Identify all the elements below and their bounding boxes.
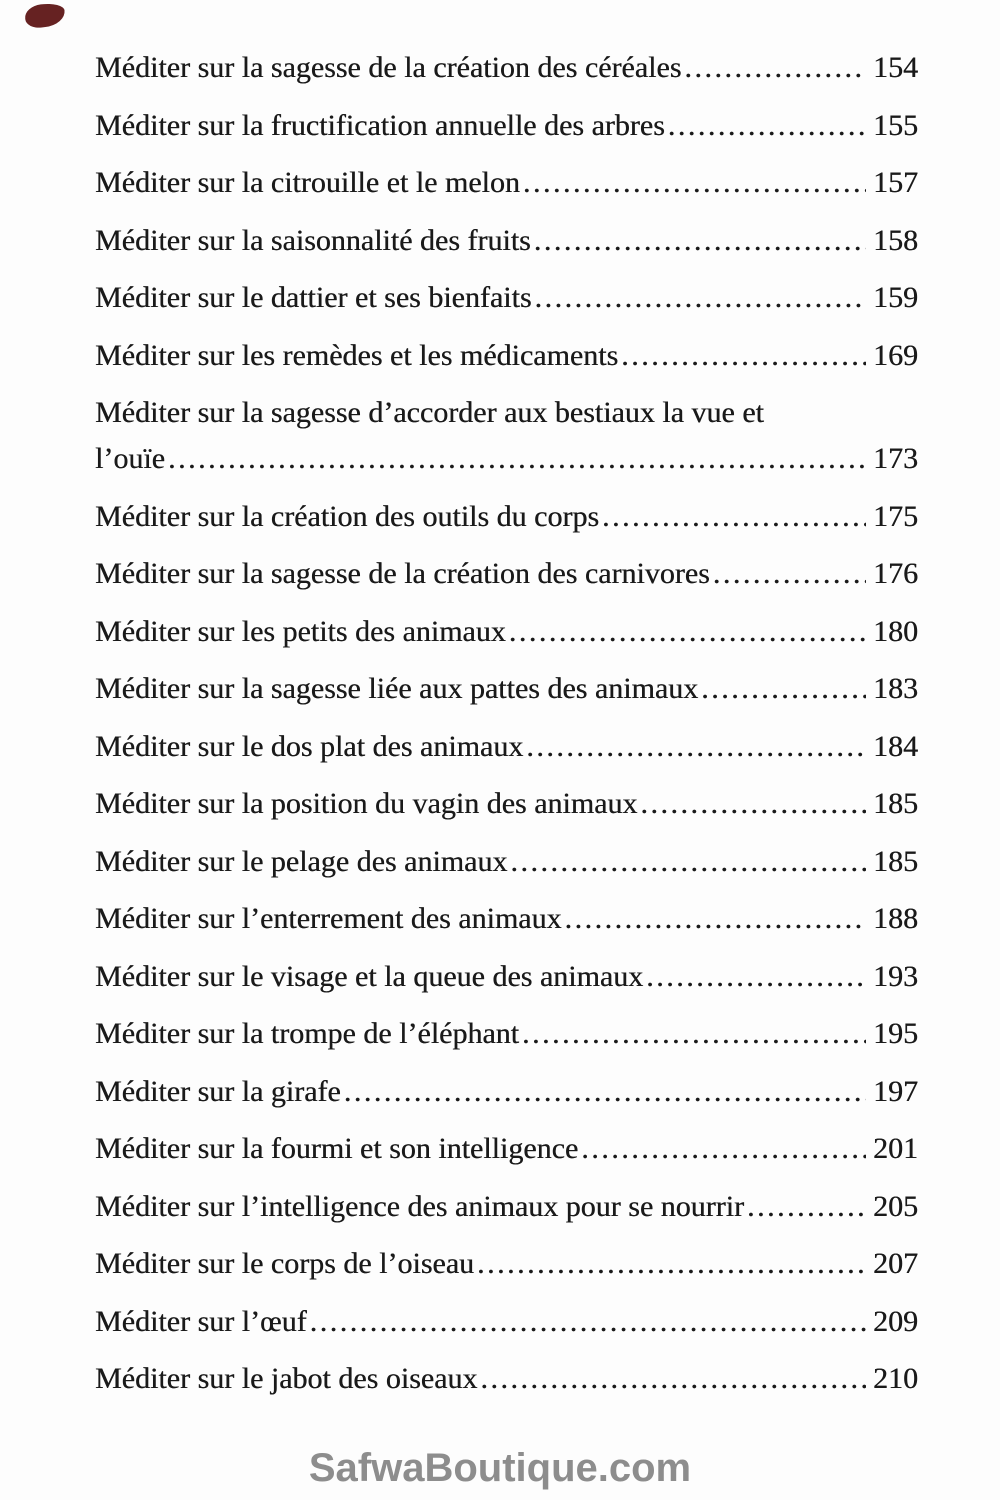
toc-dot-leader <box>520 154 866 212</box>
watermark-text: SafwaBoutique.com <box>308 1446 692 1490</box>
toc-dot-leader <box>562 890 867 948</box>
toc-entry <box>95 1235 918 1293</box>
toc-dot-leader <box>506 603 866 661</box>
toc-entry <box>95 1178 918 1236</box>
toc-dot-leader <box>744 1178 866 1236</box>
toc-page-number: 193 <box>873 959 918 993</box>
toc-entry <box>95 890 918 948</box>
toc-dot-leader <box>599 488 866 546</box>
red-ink-mark <box>24 2 67 30</box>
toc-page-number: 154 <box>873 51 918 84</box>
toc-dot-leader <box>477 1350 866 1408</box>
toc-entry <box>95 97 918 155</box>
toc-entry-title: Méditer sur le corps de l’oiseau <box>95 1247 475 1280</box>
toc-entry <box>95 775 918 833</box>
toc-dot-leader <box>532 269 866 327</box>
toc-entry-title: Méditer sur le dos plat des animaux <box>95 729 524 763</box>
toc-page-number: 180 <box>873 614 918 648</box>
toc-entry <box>95 718 918 776</box>
toc-entry <box>95 660 918 718</box>
toc-dot-leader <box>523 718 866 776</box>
toc-dot-leader <box>341 1063 866 1121</box>
toc-entry-title: Méditer sur le visage et la queue des animaux <box>95 959 644 993</box>
toc-page-number: 175 <box>873 499 918 533</box>
toc-dot-leader <box>307 1293 866 1351</box>
toc-page-number: 209 <box>873 1304 918 1338</box>
toc-dot-leader <box>507 833 866 891</box>
toc-page-number: 197 <box>873 1074 918 1108</box>
toc-entry-title: Méditer sur la citrouille et le melon <box>95 166 520 199</box>
toc-page-number: 176 <box>873 557 918 590</box>
toc-entry-title: Méditer sur l’intelligence des animaux pour se nourrir <box>95 1189 744 1223</box>
toc-entry-title: Méditer sur l’œuf <box>95 1304 307 1338</box>
toc-entry <box>95 1005 918 1063</box>
watermark-footer <box>0 1444 1000 1492</box>
toc-page-number: 210 <box>873 1362 918 1395</box>
toc-page-number: 184 <box>873 729 918 763</box>
toc-entry-title: Méditer sur la création des outils du corps <box>95 499 600 533</box>
toc-list <box>95 39 918 1408</box>
toc-page-number: 158 <box>873 223 918 257</box>
toc-entry-title: Méditer sur la fourmi et son intelligence <box>95 1132 579 1165</box>
toc-entry-title: l’ouïe <box>95 442 165 475</box>
toc-entry-title: Méditer sur la trompe de l’éléphant <box>95 1017 520 1050</box>
toc-entry <box>95 833 918 891</box>
toc-dot-leader <box>681 39 866 97</box>
toc-entry <box>95 327 918 385</box>
toc-page-number: 205 <box>873 1189 918 1223</box>
toc-entry-title: Méditer sur le dattier et ses bienfaits <box>95 281 532 314</box>
toc-entry-title: Méditer sur le pelage des animaux <box>95 844 508 878</box>
toc-entry <box>95 1120 918 1178</box>
toc-page-number: 155 <box>873 108 918 142</box>
toc-entry <box>95 1293 918 1351</box>
toc-page-number: 188 <box>873 902 918 935</box>
toc-dot-leader <box>637 775 866 833</box>
toc-entry-title: Méditer sur la position du vagin des animaux <box>95 787 638 820</box>
toc-page-number: 195 <box>873 1017 918 1050</box>
toc-entry <box>95 1063 918 1121</box>
toc-page-number: 157 <box>873 166 918 199</box>
toc-entry <box>95 154 918 212</box>
toc-entry-title: Méditer sur les petits des animaux <box>95 614 506 648</box>
toc-entry-title: Méditer sur le jabot des oiseaux <box>95 1362 478 1395</box>
toc-dot-leader <box>665 97 866 155</box>
toc-entry-title: Méditer sur la girafe <box>95 1074 341 1108</box>
toc-dot-leader <box>531 212 866 270</box>
toc-entry <box>95 39 918 97</box>
toc-entry-title: Méditer sur la sagesse de la création des carnivores <box>95 557 710 590</box>
toc-page-number: 173 <box>873 442 918 475</box>
toc-entry <box>95 1350 918 1408</box>
toc-entry-title: Méditer sur la sagesse d’accorder aux bestiaux la vue et <box>95 396 764 429</box>
toc-entry <box>95 545 918 603</box>
toc-page-number: 183 <box>873 672 918 705</box>
toc-page-number: 169 <box>873 338 918 372</box>
toc-entry <box>95 430 918 488</box>
toc-entry-title: Méditer sur la saisonnalité des fruits <box>95 223 531 257</box>
toc-dot-leader <box>698 660 866 718</box>
toc-page-number: 185 <box>873 844 918 878</box>
toc-page-number: 185 <box>873 787 918 820</box>
toc-entry <box>95 948 918 1006</box>
toc-entry <box>95 603 918 661</box>
toc-page-number: 201 <box>873 1132 918 1165</box>
toc-entry-title: Méditer sur l’enterrement des animaux <box>95 902 562 935</box>
toc-entry-title: Méditer sur la fructification annuelle des arbres <box>95 108 665 142</box>
toc-page-number: 159 <box>873 281 918 314</box>
toc-dot-leader <box>618 327 866 385</box>
toc-entry-title: Méditer sur la sagesse liée aux pattes des animaux <box>95 672 699 705</box>
toc-dot-leader <box>474 1235 866 1293</box>
toc-dot-leader <box>165 430 866 488</box>
toc-dot-leader <box>519 1005 866 1063</box>
toc-dot-leader <box>710 545 866 603</box>
toc-entry-title: Méditer sur la sagesse de la création des céréales <box>95 51 682 84</box>
toc-dot-leader <box>643 948 866 1006</box>
toc-dot-leader <box>578 1120 866 1178</box>
toc-page-number: 207 <box>873 1247 918 1280</box>
toc-entry-title: Méditer sur les remèdes et les médicaments <box>95 338 619 372</box>
toc-entry <box>95 212 918 270</box>
toc-entry <box>95 269 918 327</box>
toc-entry <box>95 488 918 546</box>
